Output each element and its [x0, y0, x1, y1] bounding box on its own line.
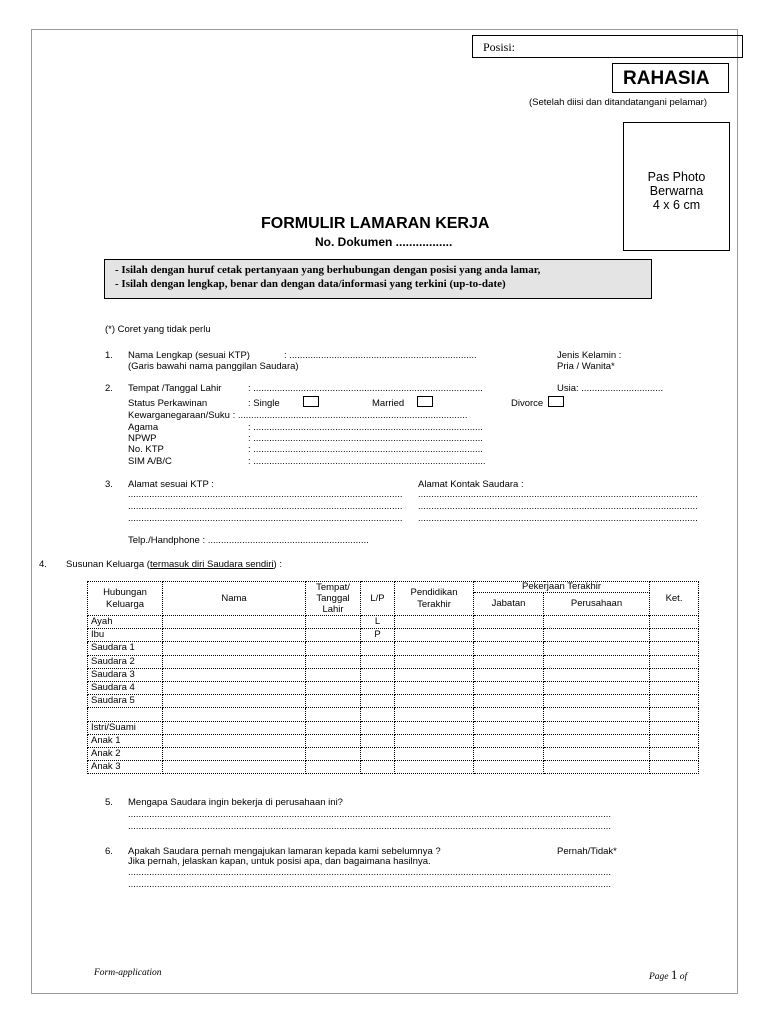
table-cell[interactable]: [474, 655, 544, 668]
q5-answer-line-2[interactable]: .......................................................................................................................................................................................: [128, 821, 612, 832]
table-cell[interactable]: [163, 642, 306, 655]
col-pendidikan: Pendidikan Terakhir: [395, 582, 474, 616]
alamat-ktp-line-2[interactable]: ........................................................................................................: [128, 501, 403, 512]
table-cell[interactable]: [544, 629, 650, 642]
col-jabatan: Jabatan: [474, 593, 544, 616]
q5-answer-line-1[interactable]: .......................................................................................................................................................................................: [128, 809, 612, 820]
married-option: Married: [372, 398, 405, 409]
relation-cell[interactable]: Ibu: [88, 629, 163, 642]
q4-label: Susunan Keluarga (termasuk diri Saudara sendiri) :: [66, 559, 282, 570]
footer-page-number: 1: [670, 967, 678, 982]
table-cell[interactable]: [395, 761, 474, 774]
sim-field[interactable]: : ........................................................................................: [248, 456, 486, 467]
table-cell[interactable]: [306, 708, 361, 721]
married-checkbox[interactable]: [417, 396, 433, 407]
table-cell[interactable]: [474, 616, 544, 629]
lp-cell[interactable]: [361, 642, 395, 655]
table-cell[interactable]: [306, 721, 361, 734]
q1-number: 1.: [105, 350, 113, 361]
table-cell[interactable]: [650, 629, 699, 642]
table-cell[interactable]: [306, 629, 361, 642]
relation-cell[interactable]: Ayah: [88, 616, 163, 629]
relation-cell[interactable]: Saudara 5: [88, 695, 163, 708]
table-cell[interactable]: [474, 708, 544, 721]
table-cell[interactable]: [474, 642, 544, 655]
table-cell[interactable]: [163, 695, 306, 708]
col-ttl: Tempat/ Tanggal Lahir: [306, 582, 361, 616]
table-cell[interactable]: [544, 616, 650, 629]
instruction-2: - Isilah dengan lengkap, benar dan dengan data/informasi yang terkini (up-to-date): [115, 278, 506, 290]
table-cell[interactable]: [395, 708, 474, 721]
table-cell[interactable]: [544, 681, 650, 694]
single-option: : Single: [248, 398, 280, 409]
table-cell[interactable]: [395, 629, 474, 642]
table-cell[interactable]: [306, 734, 361, 747]
alamat-kontak-line-1[interactable]: ..........................................................................................................: [418, 489, 698, 500]
ttl-field[interactable]: : .......................................................................................: [248, 383, 483, 394]
q6-question: Apakah Saudara pernah mengajukan lamaran kepada kami sebelumnya ?: [128, 846, 441, 857]
relation-cell[interactable]: Saudara 1: [88, 642, 163, 655]
table-cell[interactable]: [544, 655, 650, 668]
table-cell[interactable]: [650, 721, 699, 734]
table-cell[interactable]: [650, 761, 699, 774]
table-cell[interactable]: [544, 761, 650, 774]
col-lp: L/P: [361, 582, 395, 616]
table-row: [88, 708, 699, 721]
q3-number: 3.: [105, 479, 113, 490]
usia-field[interactable]: Usia: ...............................: [557, 383, 664, 394]
lp-cell[interactable]: [361, 708, 395, 721]
q5-number: 5.: [105, 797, 113, 808]
col-pekerjaan: Pekerjaan Terakhir: [474, 582, 650, 593]
sim-label: SIM A/B/C: [128, 456, 172, 467]
table-cell[interactable]: [544, 642, 650, 655]
footer-form-name: Form-application: [94, 968, 162, 978]
telp-field[interactable]: Telp./Handphone : .............................................................: [128, 535, 369, 546]
table-cell[interactable]: [395, 681, 474, 694]
table-row: [88, 681, 699, 694]
table-row: [88, 642, 699, 655]
table-cell[interactable]: [650, 747, 699, 760]
relation-cell[interactable]: Anak 1: [88, 734, 163, 747]
table-cell[interactable]: [163, 681, 306, 694]
relation-cell[interactable]: Anak 3: [88, 761, 163, 774]
table-cell[interactable]: [474, 761, 544, 774]
alamat-kontak-label: Alamat Kontak Saudara :: [418, 479, 524, 490]
photo-label: Pas Photo Berwarna 4 x 6 cm: [647, 170, 706, 212]
relation-cell[interactable]: Saudara 3: [88, 668, 163, 681]
table-cell[interactable]: [163, 629, 306, 642]
agama-field[interactable]: : .......................................................................................: [248, 422, 483, 433]
q6-options[interactable]: Pernah/Tidak*: [557, 846, 617, 857]
form-title: FORMULIR LAMARAN KERJA: [261, 215, 490, 232]
q1-label: Nama Lengkap (sesuai KTP): [128, 350, 250, 361]
table-cell[interactable]: [650, 681, 699, 694]
table-cell[interactable]: [163, 616, 306, 629]
table-cell[interactable]: [306, 616, 361, 629]
table-cell[interactable]: [544, 734, 650, 747]
alamat-ktp-label: Alamat sesuai KTP :: [128, 479, 214, 490]
table-row: [88, 655, 699, 668]
q6-sub: Jika pernah, jelaskan kapan, untuk posisi apa, dan bagaimana hasilnya.: [128, 856, 431, 867]
lp-cell[interactable]: L: [361, 616, 395, 629]
table-cell[interactable]: [395, 695, 474, 708]
relation-cell[interactable]: [88, 708, 163, 721]
lp-cell[interactable]: [361, 695, 395, 708]
table-cell[interactable]: [650, 668, 699, 681]
table-cell[interactable]: [474, 681, 544, 694]
table-row: [88, 695, 699, 708]
table-cell[interactable]: [650, 734, 699, 747]
lp-cell[interactable]: [361, 734, 395, 747]
footer-page: Page 1 of: [649, 967, 688, 982]
table-row: [88, 761, 699, 774]
agama-label: Agama: [128, 422, 159, 433]
table-cell[interactable]: [163, 708, 306, 721]
single-checkbox[interactable]: [303, 396, 319, 407]
table-cell[interactable]: [306, 695, 361, 708]
instruction-1: - Isilah dengan huruf cetak pertanyaan yang berhubungan dengan posisi yang anda lamar,: [115, 264, 541, 276]
kewarganegaraan-field[interactable]: Kewarganegaraan/Suku : .......................................................................................: [128, 410, 468, 421]
table-row: [88, 721, 699, 734]
q6-number: 6.: [105, 846, 113, 857]
q1-name-field[interactable]: : .......................................................................: [284, 350, 477, 361]
table-cell[interactable]: [395, 655, 474, 668]
table-cell[interactable]: [474, 695, 544, 708]
table-cell[interactable]: [163, 655, 306, 668]
lp-cell[interactable]: [361, 655, 395, 668]
posisi-box[interactable]: [472, 35, 743, 58]
alamat-kontak-line-3[interactable]: ..........................................................................................................: [418, 513, 698, 524]
table-cell[interactable]: [474, 629, 544, 642]
divorce-option: Divorce: [511, 398, 544, 409]
table-cell[interactable]: [544, 747, 650, 760]
q2-number: 2.: [105, 383, 113, 394]
table-cell[interactable]: [544, 695, 650, 708]
table-cell[interactable]: [544, 668, 650, 681]
table-cell[interactable]: [544, 721, 650, 734]
lp-cell[interactable]: [361, 681, 395, 694]
q6-answer-line-1[interactable]: .......................................................................................................................................................................................: [128, 867, 612, 878]
col-hubungan: Hubungan Keluarga: [88, 582, 163, 616]
alamat-ktp-line-1[interactable]: ........................................................................................................: [128, 489, 403, 500]
lp-cell[interactable]: [361, 761, 395, 774]
ktp-label: No. KTP: [128, 444, 164, 455]
relation-cell[interactable]: Saudara 4: [88, 681, 163, 694]
table-cell[interactable]: [474, 668, 544, 681]
relation-cell[interactable]: Saudara 2: [88, 655, 163, 668]
table-cell[interactable]: [650, 616, 699, 629]
relation-cell[interactable]: Anak 2: [88, 747, 163, 760]
table-cell[interactable]: [163, 668, 306, 681]
table-row: [88, 616, 699, 629]
table-cell[interactable]: [163, 747, 306, 760]
alamat-ktp-line-3[interactable]: ........................................................................................................: [128, 513, 403, 524]
table-cell[interactable]: [474, 721, 544, 734]
table-row: [88, 668, 699, 681]
col-perusahaan: Perusahaan: [544, 593, 650, 616]
table-cell[interactable]: [306, 747, 361, 760]
table-cell[interactable]: [163, 761, 306, 774]
gender-label: Jenis Kelamin :: [557, 350, 622, 361]
q1-sub: (Garis bawahi nama panggilan Saudara): [128, 361, 299, 372]
table-cell[interactable]: [306, 681, 361, 694]
posisi-label: Posisi:: [483, 40, 516, 54]
col-ket: Ket.: [650, 582, 699, 616]
q4-number: 4.: [39, 559, 47, 570]
col-nama: Nama: [163, 582, 306, 616]
npwp-label: NPWP: [128, 433, 157, 444]
table-cell[interactable]: [544, 708, 650, 721]
table-cell[interactable]: [650, 695, 699, 708]
table-cell[interactable]: [163, 734, 306, 747]
signed-note: (Setelah diisi dan ditandatangani pelamar): [529, 97, 707, 108]
table-row: [88, 747, 699, 760]
table-cell[interactable]: [306, 655, 361, 668]
table-row: [88, 629, 699, 642]
divorce-checkbox[interactable]: [548, 396, 564, 407]
table-cell[interactable]: [306, 761, 361, 774]
table-cell[interactable]: [306, 668, 361, 681]
table-cell[interactable]: [395, 734, 474, 747]
table-cell[interactable]: [306, 642, 361, 655]
table-cell[interactable]: [650, 708, 699, 721]
table-cell[interactable]: [163, 721, 306, 734]
doc-number: No. Dokumen .................: [315, 235, 453, 249]
family-table: [87, 581, 699, 774]
table-cell[interactable]: [474, 747, 544, 760]
lp-cell[interactable]: P: [361, 629, 395, 642]
rahasia-label: RAHASIA: [623, 68, 710, 89]
lp-cell[interactable]: [361, 747, 395, 760]
table-cell[interactable]: [395, 721, 474, 734]
ttl-label: Tempat /Tanggal Lahir: [128, 383, 222, 394]
table-cell[interactable]: [650, 642, 699, 655]
table-cell[interactable]: [395, 747, 474, 760]
lp-cell[interactable]: [361, 721, 395, 734]
lp-cell[interactable]: [361, 668, 395, 681]
q5-question: Mengapa Saudara ingin bekerja di perusahaan ini?: [128, 797, 343, 808]
alamat-kontak-line-2[interactable]: ..........................................................................................................: [418, 501, 698, 512]
q6-answer-line-2[interactable]: .......................................................................................................................................................................................: [128, 879, 612, 890]
photo-box: [623, 122, 730, 251]
table-cell[interactable]: [395, 668, 474, 681]
relation-cell[interactable]: Istri/Suami: [88, 721, 163, 734]
table-row: [88, 734, 699, 747]
status-label: Status Perkawinan: [128, 398, 208, 409]
npwp-field[interactable]: : .......................................................................................: [248, 433, 483, 444]
instructions-box: [104, 259, 652, 299]
rahasia-box: [612, 63, 729, 93]
gender-options[interactable]: Pria / Wanita*: [557, 361, 615, 372]
table-cell[interactable]: [395, 616, 474, 629]
table-cell[interactable]: [474, 734, 544, 747]
table-cell[interactable]: [650, 655, 699, 668]
table-cell[interactable]: [395, 642, 474, 655]
coret-note: (*) Coret yang tidak perlu: [105, 324, 211, 335]
ktp-field[interactable]: : .......................................................................................: [248, 444, 483, 455]
